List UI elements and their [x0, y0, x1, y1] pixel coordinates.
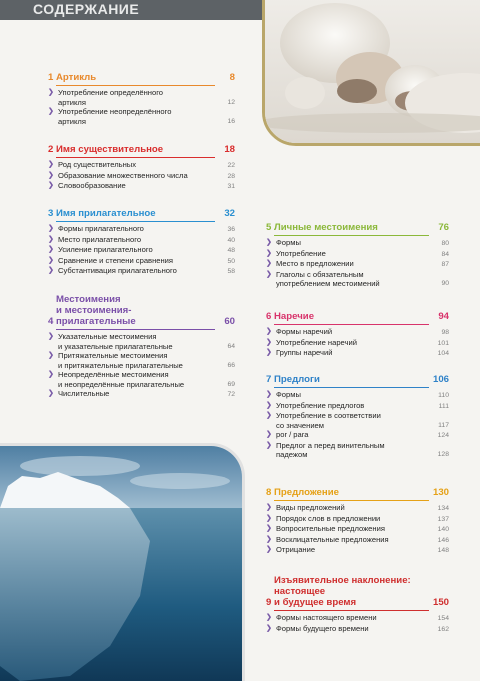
toc-entry-label: Формы — [276, 390, 301, 399]
toc-entry-page: 162 — [437, 625, 449, 633]
toc-entry-label: Виды предложений — [276, 503, 345, 512]
chevron-right-icon: ❯ — [266, 624, 272, 632]
chapter-number: 7 — [266, 374, 272, 385]
toc-entry-page: 64 — [227, 342, 235, 350]
chapter-3 — [48, 208, 235, 277]
chapter-title: Предлоги — [274, 374, 320, 385]
chevron-right-icon: ❯ — [266, 349, 272, 356]
toc-entry-page: 40 — [227, 236, 235, 244]
toc-entry[interactable] — [266, 535, 449, 546]
chevron-right-icon: ❯ — [48, 225, 54, 232]
chapter-items — [266, 238, 449, 289]
toc-entry[interactable] — [48, 266, 235, 277]
chevron-right-icon: ❯ — [266, 614, 272, 621]
toc-entry-page: 134 — [437, 505, 449, 512]
toc-entry-page: 101 — [437, 339, 449, 347]
toc-entry-page: 66 — [227, 361, 235, 369]
chapter-6 — [266, 311, 449, 359]
toc-entry[interactable] — [266, 514, 449, 525]
chapter-4 — [48, 294, 235, 400]
chevron-right-icon: ❯ — [48, 333, 54, 340]
chapter-title: Имя существительное — [56, 144, 164, 155]
toc-entry-label: Группы наречий — [276, 348, 333, 357]
chapter-page-number: 150 — [432, 597, 449, 608]
chapter-number: 4 — [48, 316, 54, 327]
toc-entry-page: 154 — [437, 615, 449, 622]
toc-entry[interactable] — [266, 524, 449, 535]
toc-entry[interactable] — [266, 401, 449, 412]
chevron-right-icon: ❯ — [48, 371, 54, 378]
toc-entry-label: Глаголы с обязательным употреблением местоимений — [276, 269, 380, 288]
chapter-page-number: 130 — [432, 487, 449, 498]
chevron-right-icon: ❯ — [266, 441, 272, 449]
toc-entry-label: Числительные — [58, 389, 110, 398]
chapter-items — [48, 160, 235, 192]
chapter-number: 2 — [48, 144, 54, 155]
chapter-heading[interactable] — [266, 575, 449, 608]
chapter-number: 1 — [48, 72, 54, 83]
toc-entry-page: 72 — [227, 391, 235, 398]
chapter-underline — [56, 221, 215, 222]
toc-entry[interactable] — [48, 181, 235, 192]
toc-entry-page: 104 — [437, 350, 449, 357]
chevron-right-icon: ❯ — [48, 352, 54, 359]
chapter-number: 6 — [266, 311, 272, 322]
toc-entry[interactable] — [48, 332, 235, 351]
chapter-page-number: 8 — [229, 72, 235, 83]
toc-entry[interactable] — [266, 411, 449, 430]
chapter-number: 9 — [266, 597, 272, 608]
chapter-1 — [48, 72, 235, 126]
chapter-items — [48, 224, 235, 277]
toc-entry[interactable] — [266, 348, 449, 359]
toc-entry-label: Употребление наречий — [276, 337, 357, 347]
toc-entry[interactable] — [48, 88, 235, 107]
toc-entry[interactable] — [48, 224, 235, 235]
toc-entry-page: 84 — [441, 250, 449, 258]
chevron-right-icon: ❯ — [266, 249, 272, 257]
toc-entry-page: 22 — [227, 162, 235, 169]
chevron-right-icon: ❯ — [266, 525, 272, 532]
chevron-right-icon: ❯ — [266, 412, 272, 419]
chapter-heading[interactable] — [48, 72, 235, 83]
toc-entry-label: Притяжательные местоимения и притяжательные прилагательные — [58, 351, 183, 370]
chapter-items — [266, 613, 449, 634]
chapter-underline — [56, 157, 215, 158]
toc-entry-page: 69 — [227, 380, 235, 388]
chapter-underline — [274, 324, 429, 325]
chapter-items — [48, 332, 235, 400]
chapter-heading[interactable] — [266, 222, 449, 233]
toc-entry-page: 36 — [227, 226, 235, 233]
toc-entry[interactable] — [266, 503, 449, 514]
chevron-right-icon: ❯ — [266, 239, 272, 246]
chapter-heading[interactable] — [48, 144, 235, 155]
chapter-5 — [266, 222, 449, 289]
chapter-page-number: 106 — [432, 374, 449, 385]
page-title: СОДЕРЖАНИЕ — [33, 1, 140, 17]
toc-entry-label: Употребление предлогов — [276, 400, 365, 410]
chapter-underline — [274, 387, 429, 388]
chevron-right-icon: ❯ — [48, 390, 54, 397]
toc-entry-page: 58 — [227, 268, 235, 275]
chapter-9 — [266, 575, 449, 634]
chapter-title: Артикль — [56, 72, 97, 83]
chapter-title: Наречие — [274, 311, 315, 322]
chapter-number: 8 — [266, 487, 272, 498]
toc-entry-page: 148 — [437, 547, 449, 554]
chapter-title: Местоимения и местоимения- прилагательные — [56, 294, 136, 327]
chapter-heading[interactable] — [266, 311, 449, 322]
chevron-right-icon: ❯ — [48, 108, 54, 115]
toc-entry-label: Сравнение и степени сравнения — [58, 255, 174, 265]
chevron-right-icon: ❯ — [266, 260, 272, 267]
chevron-right-icon: ❯ — [48, 256, 54, 264]
toc-entry-label: Порядок слов в предложении — [276, 513, 381, 523]
toc-entry[interactable] — [266, 613, 449, 624]
chevron-right-icon: ❯ — [48, 267, 54, 274]
toc-entry[interactable] — [266, 545, 449, 556]
toc-entry-label: Употребление определённого артикля — [58, 88, 164, 107]
chevron-right-icon: ❯ — [48, 246, 54, 253]
chapter-underline — [274, 610, 429, 611]
toc-entry-label: Употребление — [276, 248, 326, 258]
toc-entry[interactable] — [48, 370, 235, 389]
chapter-page-number: 18 — [224, 144, 235, 155]
chevron-right-icon: ❯ — [266, 391, 272, 398]
chevron-right-icon: ❯ — [266, 338, 272, 346]
toc-entry-label: Место в предложении — [276, 259, 354, 268]
toc-entry-label: Формы — [276, 238, 301, 247]
toc-entry-page: 140 — [437, 526, 449, 533]
toc-entry-page: 50 — [227, 257, 235, 265]
toc-entry-label: Указательные местоимения и указательные прилагательные — [58, 332, 173, 351]
toc-entry-page: 117 — [438, 421, 449, 429]
toc-entry-page: 87 — [441, 261, 449, 268]
toc-entry-label: Субстантивация прилагательного — [58, 266, 177, 275]
toc-entry-label: Род существительных — [58, 160, 137, 169]
toc-entry-label: Усиление прилагательного — [58, 245, 153, 254]
chevron-right-icon: ❯ — [48, 161, 54, 168]
chevron-right-icon: ❯ — [266, 546, 272, 553]
chevron-right-icon: ❯ — [266, 535, 272, 543]
toc-entry[interactable] — [266, 430, 449, 441]
chapter-items — [266, 390, 449, 460]
chapter-page-number: 76 — [438, 222, 449, 233]
iceberg-photo — [0, 443, 245, 681]
toc-entry[interactable] — [266, 270, 449, 289]
toc-entry-page: 110 — [438, 392, 449, 399]
toc-entry-label: Формы прилагательного — [58, 224, 144, 233]
toc-entry[interactable] — [266, 238, 449, 249]
chevron-right-icon: ❯ — [48, 235, 54, 243]
chapter-items — [266, 503, 449, 556]
toc-entry-page: 90 — [441, 280, 449, 287]
toc-entry-label: Употребление неопределённого артикля — [58, 107, 172, 126]
toc-entry-label: Образование множественного числа — [58, 170, 188, 180]
chevron-right-icon: ❯ — [266, 431, 272, 438]
toc-entry[interactable] — [266, 259, 449, 270]
chapter-items — [266, 327, 449, 359]
chapter-title: Имя прилагательное — [56, 208, 156, 219]
toc-entry-label: Формы наречий — [276, 327, 333, 336]
toc-entry[interactable] — [48, 256, 235, 267]
chapter-title: Предложение — [274, 487, 339, 498]
chapter-number: 3 — [48, 208, 54, 219]
toc-entry-label: Неопределённые местоимения и неопределённые прилагательные — [58, 370, 185, 389]
toc-entry-page: 98 — [441, 329, 449, 336]
toc-entry-page: 111 — [438, 402, 449, 410]
toc-entry-page: 31 — [227, 183, 235, 190]
toc-entry[interactable] — [48, 389, 235, 400]
toc-entry-page: 16 — [227, 117, 235, 125]
toc-entry[interactable] — [266, 624, 449, 635]
chevron-right-icon: ❯ — [48, 89, 54, 96]
toc-entry-label: por / para — [276, 430, 309, 439]
chevron-right-icon: ❯ — [48, 171, 54, 179]
toc-entry-label: Формы будущего времени — [276, 623, 369, 633]
chevron-right-icon: ❯ — [48, 182, 54, 189]
chapter-page-number: 60 — [224, 316, 235, 327]
toc-entry[interactable] — [48, 160, 235, 171]
chapter-underline — [56, 85, 215, 86]
toc-entry[interactable] — [266, 390, 449, 401]
toc-entry-label: Предлог а перед винительным падежом — [276, 440, 385, 459]
toc-entry[interactable] — [266, 249, 449, 260]
toc-entry[interactable] — [48, 171, 235, 182]
chapter-heading[interactable] — [48, 208, 235, 219]
chapter-title: Изъявительное наклонение: настоящее и будущее время — [274, 575, 411, 608]
chapter-heading[interactable] — [266, 487, 449, 498]
toc-entry-page: 146 — [437, 536, 449, 544]
chapter-7 — [266, 374, 449, 460]
chapter-page-number: 94 — [438, 311, 449, 322]
chevron-right-icon: ❯ — [266, 514, 272, 522]
toc-entry-label: Место прилагательного — [58, 234, 142, 244]
toc-entry-page: 48 — [227, 247, 235, 254]
toc-entry-page: 28 — [227, 172, 235, 180]
toc-entry-page: 124 — [437, 432, 449, 439]
chapter-8 — [266, 487, 449, 556]
toc-entry-label: Формы настоящего времени — [276, 613, 377, 622]
chapter-items — [48, 88, 235, 126]
toc-entry[interactable] — [266, 327, 449, 338]
chapter-underline — [56, 329, 215, 330]
toc-entry[interactable] — [48, 245, 235, 256]
toc-entry-page: 12 — [227, 98, 235, 106]
bulldog-puppies-photo — [262, 0, 480, 146]
chapter-underline — [274, 235, 429, 236]
chevron-right-icon: ❯ — [266, 328, 272, 335]
toc-entry-page: 80 — [441, 240, 449, 247]
toc-entry-label: Употребление в соответствии со значением — [276, 411, 381, 430]
chapter-underline — [274, 500, 429, 501]
toc-entry-label: Восклицательные предложения — [276, 534, 389, 544]
chapter-number: 5 — [266, 222, 272, 233]
toc-entry[interactable] — [266, 338, 449, 349]
toc-entry-page: 137 — [437, 515, 449, 523]
toc-entry-label: Отрицание — [276, 545, 316, 554]
toc-entry[interactable] — [266, 441, 449, 460]
chevron-right-icon: ❯ — [266, 504, 272, 511]
toc-entry[interactable] — [48, 235, 235, 246]
toc-entry-label: Словообразование — [58, 181, 126, 190]
chapter-heading[interactable] — [48, 294, 235, 327]
toc-entry-label: Вопросительные предложения — [276, 524, 385, 533]
chevron-right-icon: ❯ — [266, 270, 272, 278]
toc-entry[interactable] — [48, 107, 235, 126]
chapter-heading[interactable] — [266, 374, 449, 385]
chevron-right-icon: ❯ — [266, 401, 272, 409]
toc-entry-page: 128 — [437, 451, 449, 458]
chapter-title: Личные местоимения — [274, 222, 378, 233]
chapter-2 — [48, 144, 235, 192]
toc-entry[interactable] — [48, 351, 235, 370]
chapter-page-number: 32 — [224, 208, 235, 219]
